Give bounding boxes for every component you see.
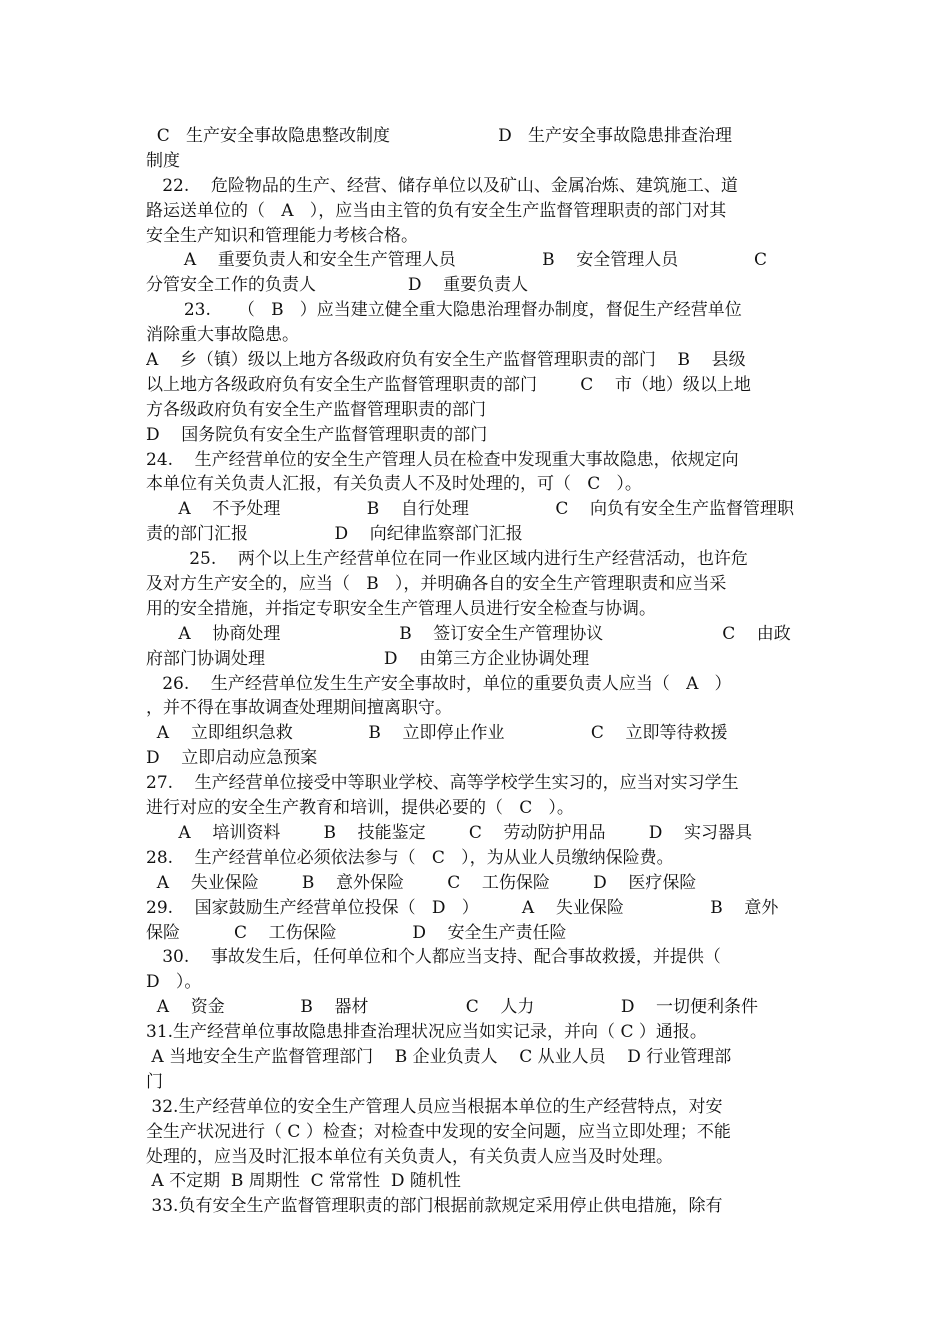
text-line: A 乡（镇）级以上地方各级政府负有安全生产监督管理职责的部门 B 县级 xyxy=(146,350,746,371)
text-line: A 不予处理 B 自行处理 C 向负有安全生产监督管理职 xyxy=(146,499,794,520)
text-line: 27. 生产经营单位接受中等职业学校、高等学校学生实习的，应当对实习学生 xyxy=(146,773,739,794)
text-line: 22. 危险物品的生产、经营、储存单位以及矿山、金属冶炼、建筑施工、道 xyxy=(146,175,738,196)
text-line: 门 xyxy=(146,1071,163,1092)
text-line: ，并不得在事故调查处理期间擅离职守。 xyxy=(146,698,452,719)
text-line: 以上地方各级政府负有安全生产监督管理职责的部门 C 市（地）级以上地 xyxy=(146,374,751,395)
text-line: 30. 事故发生后，任何单位和个人都应当支持、配合事故救援，并提供（ xyxy=(146,947,721,968)
text-line: 26. 生产经营单位发生生产安全事故时，单位的重要负责人应当（ A ） xyxy=(146,673,732,694)
text-line: 保险 C 工伤保险 D 安全生产责任险 xyxy=(146,922,567,943)
text-line: 分管安全工作的负责人 D 重要负责人 xyxy=(146,275,529,296)
text-line: 24. 生产经营单位的安全生产管理人员在检查中发现重大事故隐患，依规定向 xyxy=(146,449,739,470)
text-line: 全生产状况进行（ C ）检查；对检查中发现的安全问题，应当立即处理；不能 xyxy=(146,1121,731,1142)
text-line: D 立即启动应急预案 xyxy=(146,748,318,769)
text-line: A 资金 B 器材 C 人力 D 一切便利条件 xyxy=(146,997,759,1018)
text-line: D ）。 xyxy=(146,972,202,993)
text-line: A 培训资料 B 技能鉴定 C 劳动防护用品 D 实习器具 xyxy=(146,822,752,843)
text-line: 本单位有关负责人汇报，有关负责人不及时处理的，可（ C ）。 xyxy=(146,474,642,495)
text-line: A 失业保险 B 意外保险 C 工伤保险 D 医疗保险 xyxy=(146,872,697,893)
text-line: 33.负有安全生产监督管理职责的部门根据前款规定采用停止供电措施，除有 xyxy=(146,1196,723,1217)
text-line: 用的安全措施，并指定专职安全生产管理人员进行安全检查与协调。 xyxy=(146,598,656,619)
text-line: 安全生产知识和管理能力考核合格。 xyxy=(146,225,418,246)
text-line: 责的部门汇报 D 向纪律监察部门汇报 xyxy=(146,524,523,545)
text-line: 进行对应的安全生产教育和培训，提供必要的（ C ）。 xyxy=(146,798,574,819)
text-line: A 不定期 B 周期性 C 常常性 D 随机性 xyxy=(146,1171,461,1192)
text-line: 消除重大事故隐患。 xyxy=(146,325,299,346)
text-line: A 当地安全生产监督管理部门 B 企业负责人 C 从业人员 D 行业管理部 xyxy=(146,1046,732,1067)
text-line: 23. （ B ）应当建立健全重大隐患治理督办制度，督促生产经营单位 xyxy=(146,300,742,321)
text-line: A 立即组织急救 B 立即停止作业 C 立即等待救援 xyxy=(146,723,728,744)
document-page xyxy=(146,124,808,1219)
text-line: 31.生产经营单位事故隐患排查治理状况应当如实记录，并向（ C ）通报。 xyxy=(146,1022,707,1043)
text-line: 32.生产经营单位的安全生产管理人员应当根据本单位的生产经营特点，对安 xyxy=(146,1096,723,1117)
text-line: 28. 生产经营单位必须依法参与（ C ），为从业人员缴纳保险费。 xyxy=(146,847,674,868)
text-line: 制度 xyxy=(146,150,180,171)
text-line: 方各级政府负有安全生产监督管理职责的部门 xyxy=(146,399,486,420)
text-line: A 协商处理 B 签订安全生产管理协议 C 由政 xyxy=(146,623,791,644)
text-line: 处理的，应当及时汇报本单位有关负责人，有关负责人应当及时处理。 xyxy=(146,1146,673,1167)
text-line: 府部门协调处理 D 由第三方企业协调处理 xyxy=(146,648,590,669)
text-line: 路运送单位的（ A ），应当由主管的负有安全生产监督管理职责的部门对其 xyxy=(146,200,727,221)
text-line: 29. 国家鼓励生产经营单位投保（ D ） A 失业保险 B 意外 xyxy=(146,897,779,918)
text-line: A 重要负责人和安全生产管理人员 B 安全管理人员 C xyxy=(146,250,767,271)
text-line: D 国务院负有安全生产监督管理职责的部门 xyxy=(146,424,488,445)
text-line: 25. 两个以上生产经营单位在同一作业区域内进行生产经营活动，也许危 xyxy=(146,549,748,570)
text-line: C 生产安全事故隐患整改制度 D 生产安全事故隐患排查治理 xyxy=(146,126,732,146)
text-line: 及对方生产安全的，应当（ B ），并明确各自的安全生产管理职责和应当采 xyxy=(146,574,727,595)
